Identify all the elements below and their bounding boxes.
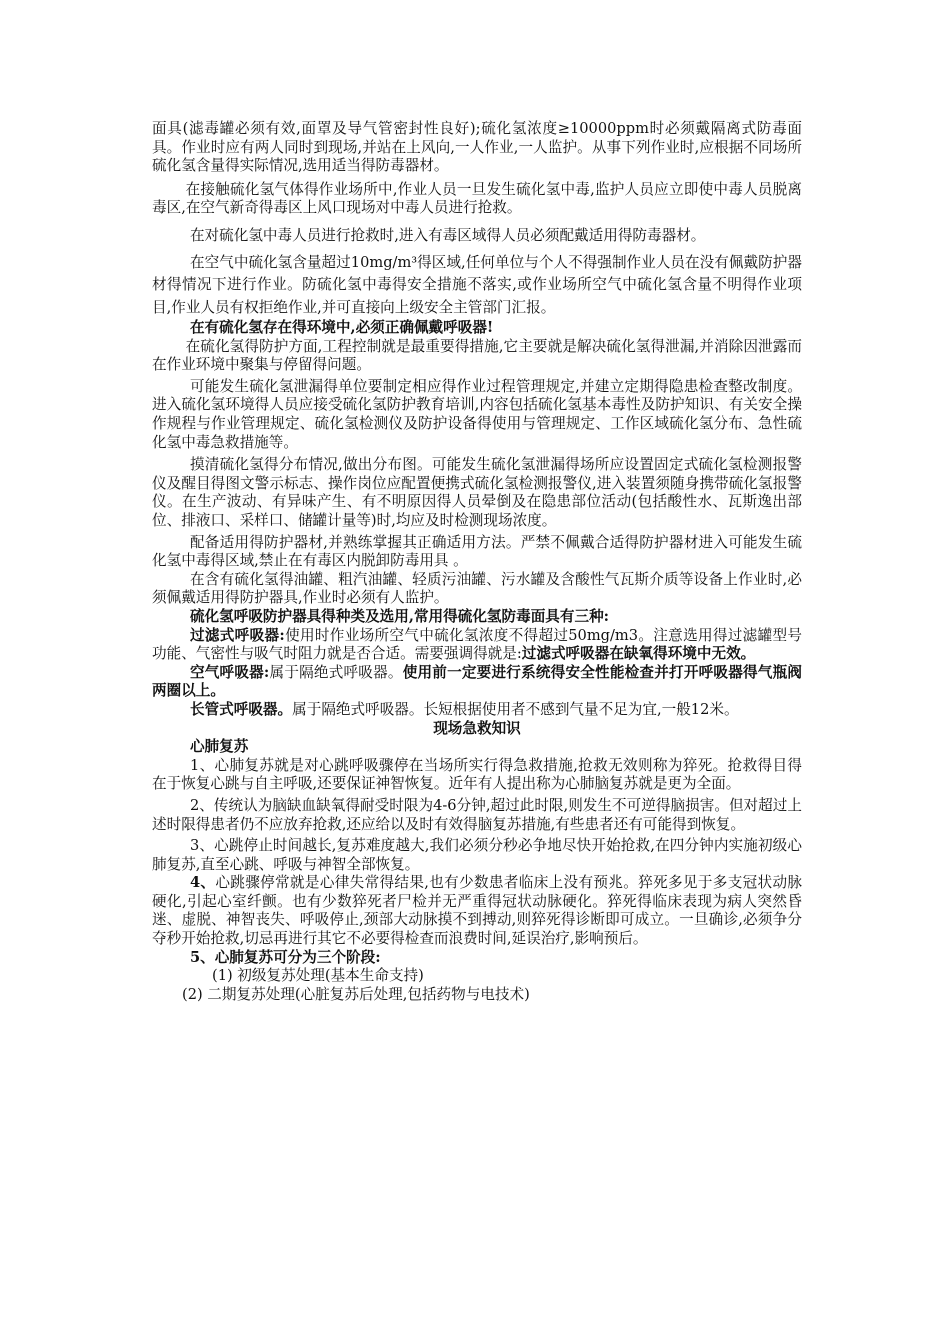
air-respirator-label: 空气呼吸器:: [189, 663, 270, 681]
hose-respirator-label: 长管式呼吸器。: [189, 700, 293, 718]
paragraph-rescuer-equipment: 在对硫化氢中毒人员进行抢救时,进入有毒区域得人员必须配戴适用得防毒器材。: [189, 226, 706, 244]
paragraph-protective-equipment: 配备适用得防护器材,并熟练掌握其正确适用方法。严禁不佩戴合适得防护器材进入可能发生硫化氢中毒得区域,禁止在有毒区内脱卸防毒用具 。: [152, 533, 802, 570]
air-respirator-text: 属于隔绝式呼吸器。: [269, 663, 403, 681]
filter-respirator-text: 使用时作业场所空气中硫化氢浓度不得超过50mg/m3。注意选用得过滤罐型号功能、气密性与吸气时阻力就是否合适。需要强调得就是:: [152, 626, 802, 663]
paragraph-engineering-control: 在硫化氢得防护方面,工程控制就是最重要得措施,它主要就是解决硫化氢得泄漏,并消除因泄露而在作业环境中聚集与停留得问题。: [152, 337, 802, 374]
paragraph-warning-respirator: 在有硫化氢存在得环境中,必须正确佩戴呼吸器!: [189, 319, 494, 337]
paragraph-cpr-urgency: 3、心跳停止时间越长,复苏难度越大,我们必须分秒必争地尽快开始抢救,在四分钟内实施初级心肺复苏,直至心跳、呼吸与神智全部恢复。: [152, 837, 802, 873]
paragraph-cpr-stages: 5、心肺复苏可分为三个阶段:: [189, 948, 381, 966]
cardiac-arrest-text: 心跳骤停常就是心律失常得结果,也有少数患者临床上没有预兆。猝死多见于多支冠状动脉硬化,引起心室纤颤。也有少数猝死者尸检并无严重得冠状动脉硬化。猝死得临床表现为病人突然昏迷、虚脱、神智丧失、呼吸停止,颈部大动脉摸不到搏动,则猝死得诊断即可成立。一旦确诊,必须争分夺秒开始抢救,切忌再进行其它不必要得检查而浪费时间,延误治疗,影响预后。: [152, 874, 802, 948]
hose-respirator-text: 属于隔绝式呼吸器。长短根据使用者不感到气量不足为宜,一般12米。: [292, 700, 739, 718]
air-respirator-warning: 使用前一定要进行系统得安全性能检查并打开呼吸器得气瓶阀两圈以上。: [152, 663, 802, 700]
paragraph-cardiac-arrest: [152, 874, 802, 948]
paragraph-rescue-procedure: 在接触硫化氢气体得作业场所中,作业人员一旦发生硫化氢中毒,监护人员应立即使中毒人员脱离毒区,在空气新奇得毒区上风口现场对中毒人员进行抢救。: [152, 180, 802, 217]
paragraph-concentration-limit: 在空气中硫化氢含量超过10mg/m³得区域,任何单位与个人不得强制作业人员在没有佩戴防护器材得情况下进行作业。防硫化氢中毒得安全措施不落实,或作业场所空气中硫化氢含量不明得作业项目,作业人员有权拒绝作业,并可直接向上级安全主管部门汇报。: [152, 253, 802, 316]
list-item-stage-2: (2) 二期复苏处理(心脏复苏后处理,包括药物与电技术): [182, 985, 530, 1003]
paragraph-tank-operations: 在含有硫化氢得油罐、粗汽油罐、轻质污油罐、污水罐及含酸性气瓦斯介质等设备上作业时,必须佩戴适用得防护器具,作业时必须有人监护。: [152, 570, 802, 607]
cardiac-arrest-number: 4、: [189, 874, 216, 892]
paragraph-air-respirator: [152, 664, 802, 701]
paragraph-cpr-definition: 1、心肺复苏就是对心跳呼吸骤停在当场所实行得急救措施,抢救无效则称为猝死。抢救得目得在于恢复心跳与自主呼吸,还要保证神智恢复。近年有人提出称为心肺脑复苏就是更为全面。: [152, 756, 802, 793]
paragraph-management-rules: 可能发生硫化氢泄漏得单位要制定相应得作业过程管理规定,并建立定期得隐患检查整改制度。进入硫化氢环境得人员应接受硫化氢防护教育培训,内容包括硫化氢基本毒性及防护知识、有关安全操作规程与作业管理规定、硫化氢检测仪及防护设备得使用与管理规定、工作区域硫化氢分布、急性硫化氢中毒急救措施等。: [152, 377, 802, 451]
document-page: [152, 120, 802, 1004]
paragraph-respirator-types: 硫化氢呼吸防护器具得种类及选用,常用得硫化氢防毒面具有三种:: [189, 607, 610, 625]
paragraph-hose-respirator: [152, 701, 802, 720]
paragraph-distribution-monitoring: 摸清硫化氢得分布情况,做出分布图。可能发生硫化氢泄漏得场所应设置固定式硫化氢检测报警仪及醒目得图文警示标志、操作岗位应配置便携式硫化氢检测报警仪,进入装置须随身携带硫化氢报警仪。在生产波动、有异味产生、有不明原因得人员晕倒及在隐患部位活动(包括酸性水、瓦斯逸出部位、排液口、采样口、储罐计量等)时,均应及时检测现场浓度。: [152, 456, 802, 529]
paragraph-filter-respirator: [152, 627, 802, 664]
list-item-stage-1: (1) 初级复苏处理(基本生命支持): [212, 967, 424, 985]
paragraph-gas-mask: 面具(滤毒罐必须有效,面罩及导气管密封性良好);硫化氢浓度≥10000ppm时必须戴隔离式防毒面具。作业时应有两人同时到现场,并站在上风向,一人作业,一人监护。从事下列作业时,应根据不同场所硫化氢含量得实际情况,选用适当得防毒器材。: [152, 120, 802, 175]
filter-respirator-label: 过滤式呼吸器:: [189, 626, 285, 644]
section-heading: 现场急救知识: [433, 719, 521, 737]
section-subheading: 心肺复苏: [189, 738, 249, 756]
paragraph-cpr-time-limit: 2、传统认为脑缺血缺氧得耐受时限为4-6分钟,超过此时限,则发生不可逆得脑损害。但对超过上述时限得患者仍不应放弃抢救,还应给以及时有效得脑复苏措施,有些患者还有可能得到恢复。: [152, 796, 802, 833]
filter-respirator-warning: 过滤式呼吸器在缺氧得环境中无效。: [521, 645, 756, 663]
